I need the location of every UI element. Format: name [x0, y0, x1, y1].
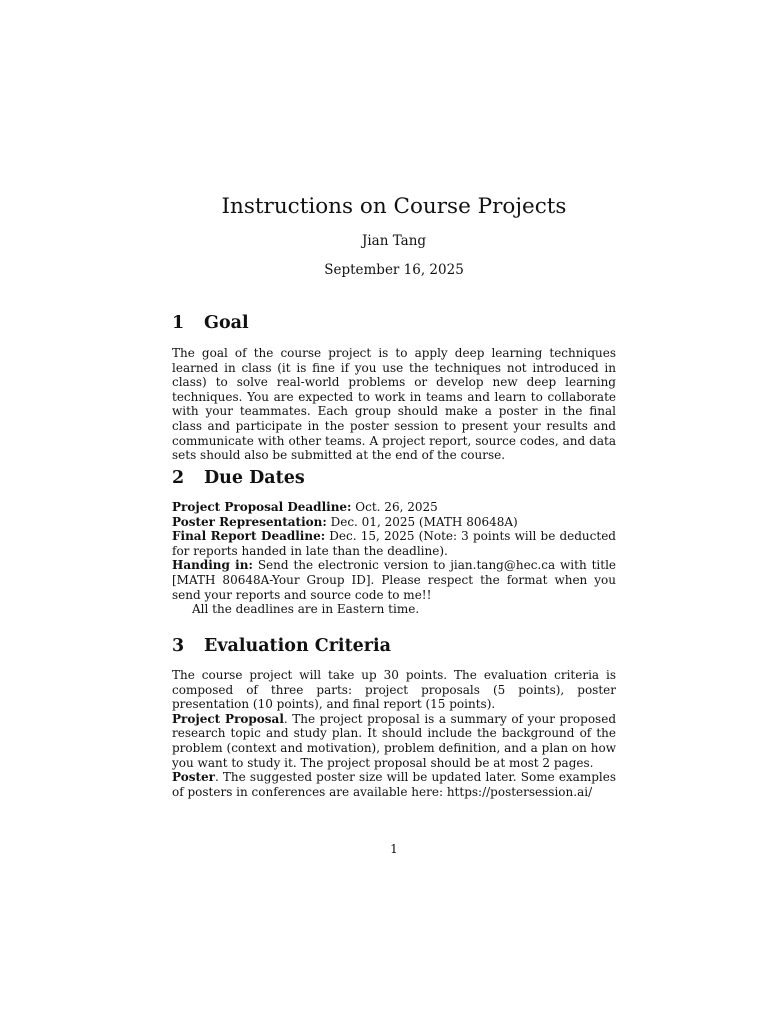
handing-in-line [172, 558, 616, 602]
section-heading-due-dates [172, 468, 305, 488]
proposal-deadline-value: Oct. 26, 2025 [351, 500, 438, 514]
final-report-line [172, 529, 616, 558]
project-proposal-label: Project Proposal [172, 711, 284, 726]
section-number: 2 [172, 468, 185, 488]
handing-in-value: Send the electronic version to jian.tang@hec.ca with title [MATH 80648A-Your Group ID]. Please respect the format when you send your reports and source code to me!! [172, 558, 617, 602]
poster-value: . The suggested poster size will be updated later. Some examples of posters in conferences are available here: https://postersession.ai/ [172, 770, 616, 799]
timezone-note: All the deadlines are in Eastern time. [192, 602, 420, 617]
final-report-value: Dec. 15, 2025 (Note: 3 points will be deducted for reports handed in late than the deadline). [172, 529, 616, 558]
document-author: Jian Tang [361, 233, 427, 249]
section-heading-goal [172, 313, 249, 333]
evaluation-intro: The course project will take up 30 points. The evaluation criteria is composed of three parts: project proposals (5 points), poster presentation (10 points), and final report (15 points). [172, 668, 616, 712]
poster-date-value: Dec. 01, 2025 (MATH 80648A) [326, 514, 518, 529]
document-title: Instructions on Course Projects [221, 194, 567, 219]
section-goal-body [172, 346, 616, 463]
section-heading-evaluation [172, 636, 391, 656]
section-number: 1 [172, 313, 185, 333]
section-title: Due Dates [204, 468, 305, 488]
proposal-deadline-line [172, 500, 616, 515]
poster-label: Poster [172, 770, 215, 785]
goal-paragraph: The goal of the course project is to apply deep learning techniques learned in class (it is fine if you use the techniques not introduced in class) to solve real-world problems or develop new deep learning techniques. You are expected to work in teams and learn to collaborate with your teammates. Each group should make a poster in the final class and participate in the poster session to present your results and communicate with other teams. A project report, source codes, and data sets should also be submitted at the end of the course. [172, 346, 616, 463]
final-report-label: Final Report Deadline: [172, 529, 326, 544]
document-date: September 16, 2025 [324, 262, 464, 278]
poster-date-line [172, 515, 616, 530]
section-number: 3 [172, 636, 185, 656]
section-title: Goal [204, 313, 249, 333]
project-proposal-value: . The project proposal is a summary of your proposed research topic and study plan. It should include the background of the problem (context and motivation), problem definition, and a plan on how you want to study it. The project proposal should be at most 2 pages. [172, 711, 616, 770]
handing-in-label: Handing in: [172, 558, 253, 573]
section-title: Evaluation Criteria [204, 636, 391, 656]
section-due-dates-body [172, 500, 616, 617]
page-number: 1 [390, 842, 398, 856]
proposal-deadline-label: Project Proposal Deadline: [172, 500, 352, 514]
poster-date-label: Poster Representation: [172, 514, 327, 529]
project-proposal-line [172, 712, 616, 770]
poster-line [172, 770, 616, 799]
section-evaluation-body [172, 668, 616, 799]
